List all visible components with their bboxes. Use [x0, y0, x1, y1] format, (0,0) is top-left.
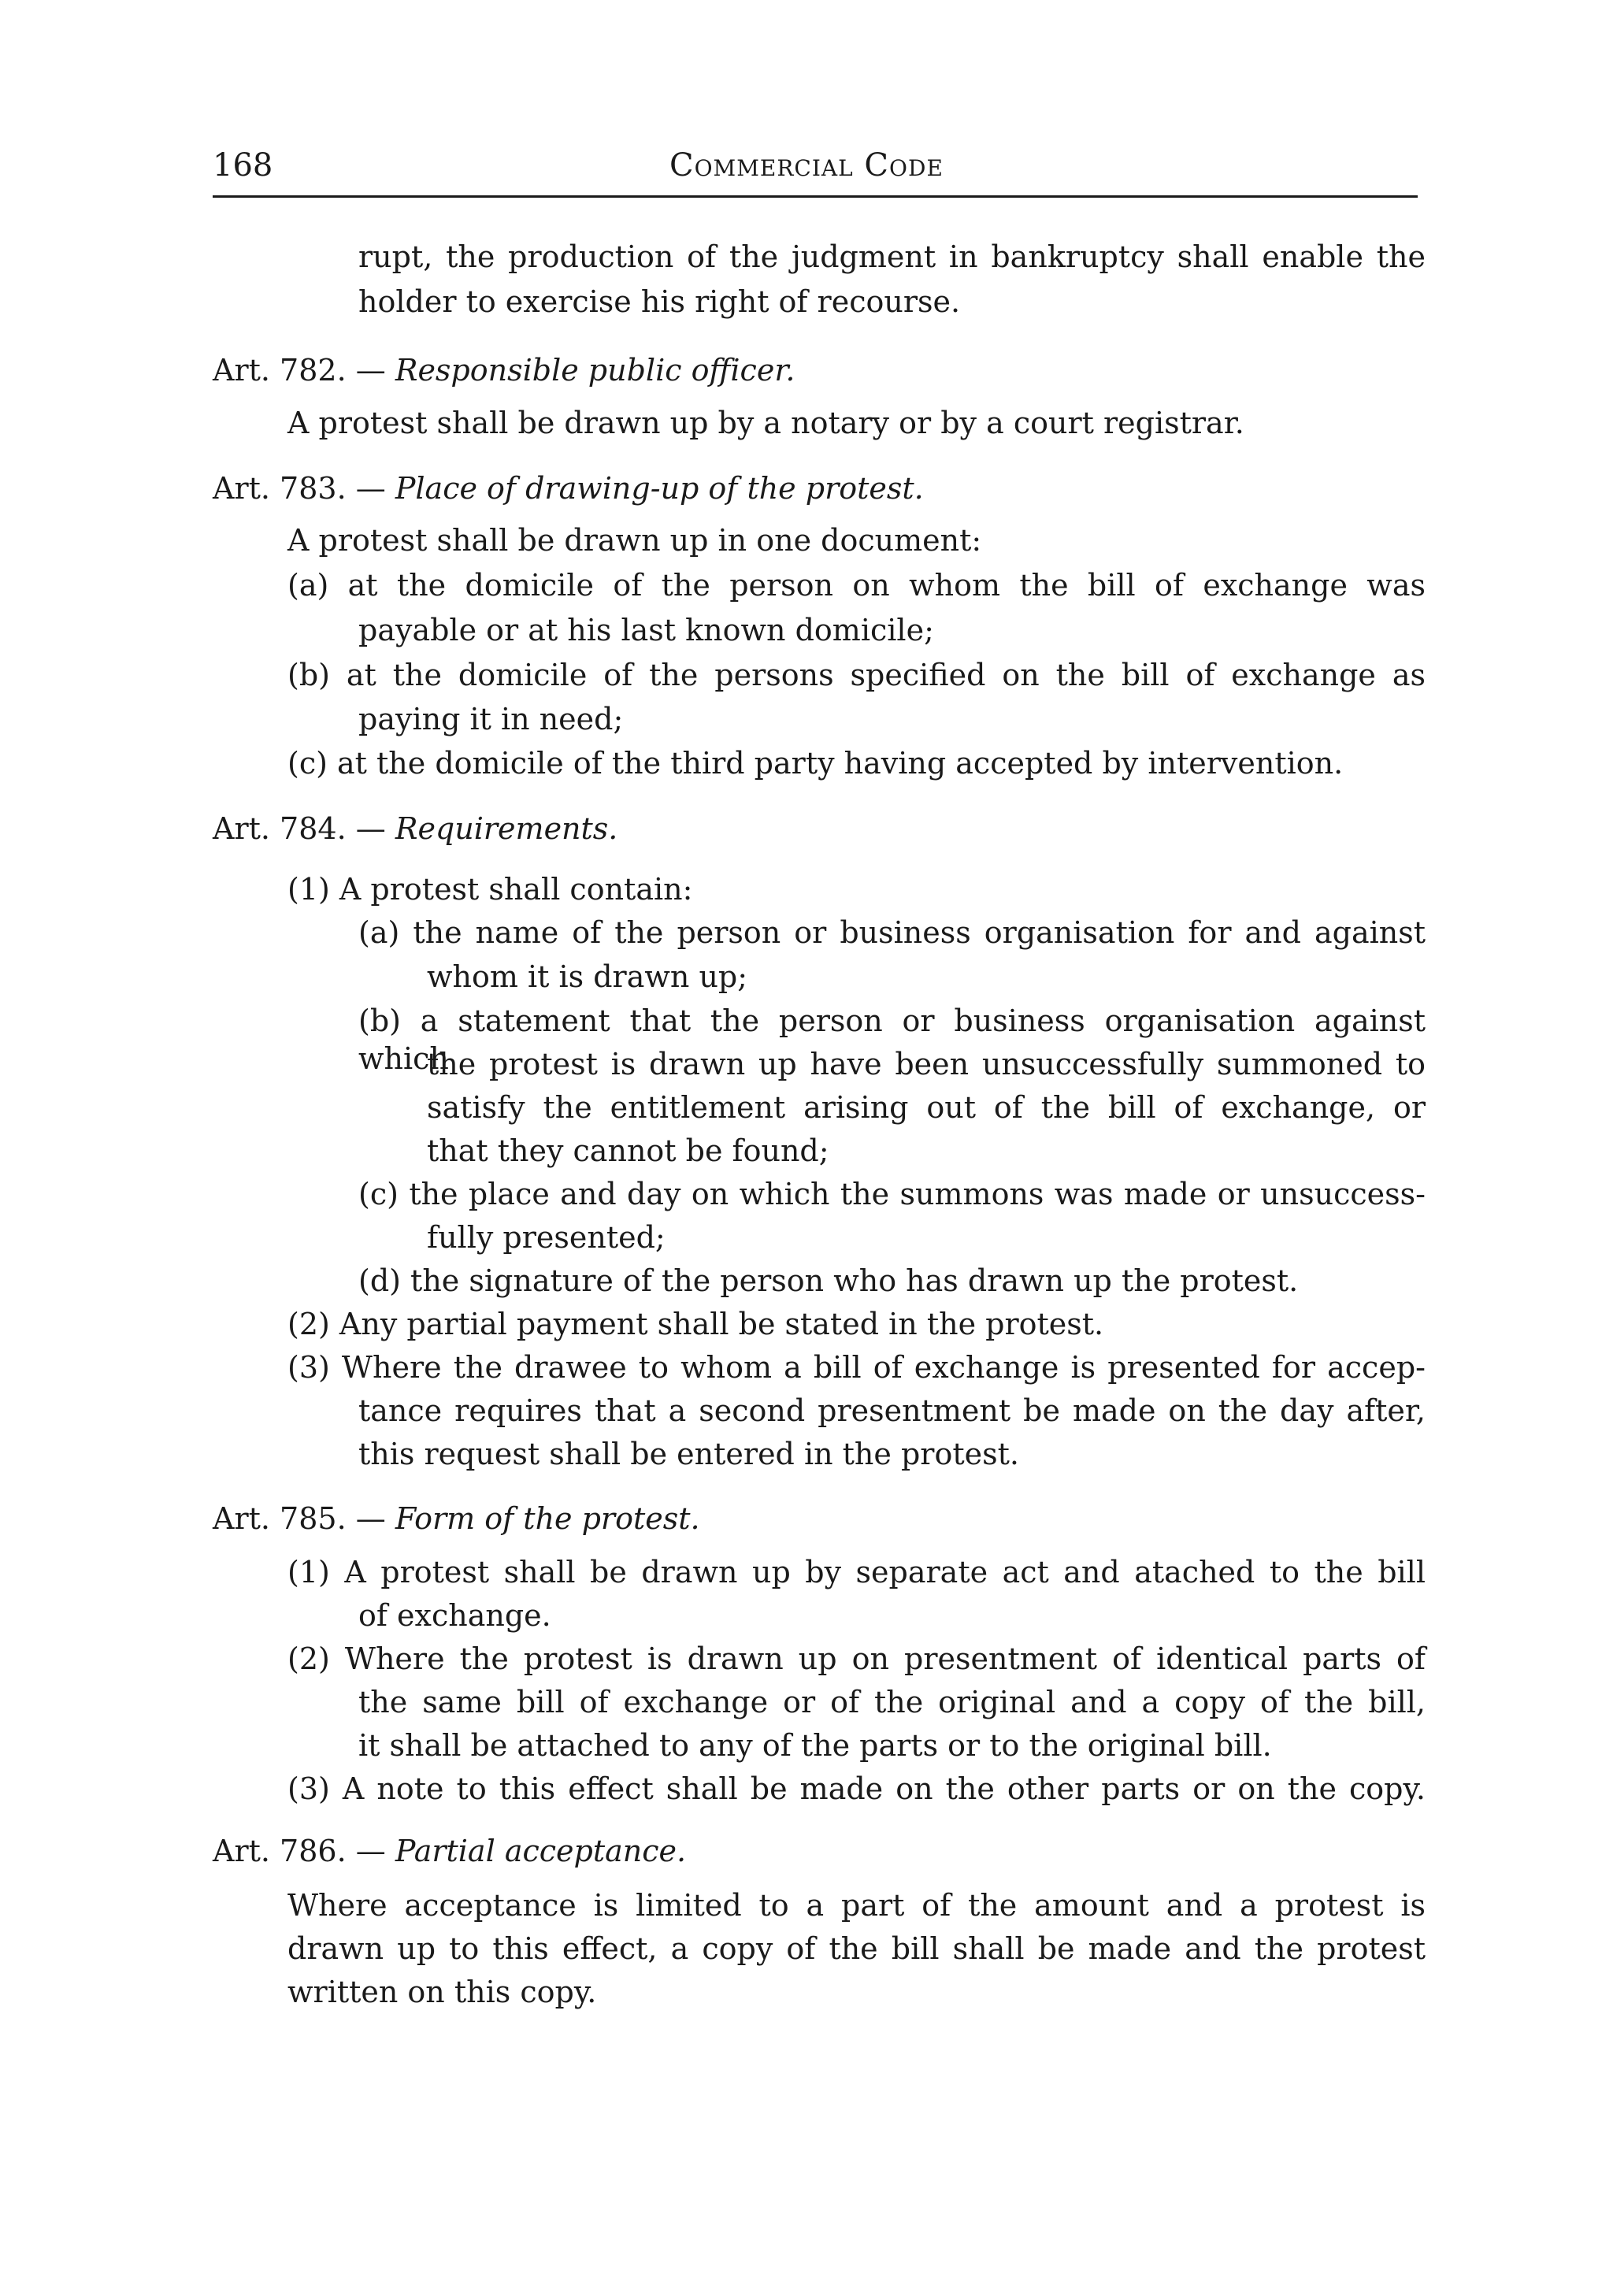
- header-rule: [213, 195, 1418, 198]
- list-item: it shall be attached to any of the parts or to the original bill.: [358, 1728, 1272, 1763]
- list-item: (d) the signature of the person who has drawn up the protest.: [358, 1263, 1299, 1298]
- list-item: paying it in need;: [358, 702, 624, 736]
- body-line: rupt, the production of the judgment in bankruptcy shall enable the: [358, 239, 1426, 274]
- list-item: payable or at his last known domicile;: [358, 613, 934, 647]
- article-number: Art. 785. —: [213, 1501, 386, 1536]
- list-item: (c) at the domicile of the third party having accepted by intervention.: [287, 746, 1344, 781]
- body-line: A protest shall be drawn up by a notary or by a court registrar.: [287, 406, 1244, 440]
- list-item: this request shall be entered in the protest.: [358, 1437, 1019, 1471]
- article-heading: [213, 351, 795, 389]
- list-item: (1) A protest shall contain:: [287, 872, 693, 907]
- article-number: Art. 783. —: [213, 471, 386, 506]
- article-heading: [213, 1500, 700, 1537]
- list-item: (1) A protest shall be drawn up by separate act and atached to the bill: [287, 1555, 1426, 1589]
- article-heading: [213, 810, 617, 848]
- list-item: (b) a statement that the person or business organisation against which: [358, 1003, 1426, 1076]
- page-number: 168: [213, 147, 273, 184]
- article-title: Requirements.: [395, 811, 618, 846]
- list-item: (3) Where the drawee to whom a bill of exchange is presented for accep-: [287, 1350, 1426, 1385]
- body-line: written on this copy.: [287, 1975, 597, 2009]
- list-item: that they cannot be found;: [427, 1133, 829, 1168]
- list-item: fully presented;: [427, 1220, 666, 1255]
- list-item: the protest is drawn up have been unsuccessfully summoned to: [427, 1047, 1426, 1081]
- list-item: (3) A note to this effect shall be made on the other parts or on the copy.: [287, 1771, 1426, 1806]
- article-title: Partial acceptance.: [395, 1834, 687, 1868]
- running-title: Commercial Code: [669, 147, 944, 184]
- list-item: (2) Where the protest is drawn up on presentment of identical parts of: [287, 1641, 1426, 1676]
- list-item: whom it is drawn up;: [427, 959, 748, 994]
- article-heading: [213, 1832, 686, 1870]
- article-heading: [213, 469, 924, 507]
- body-line: drawn up to this effect, a copy of the bill shall be made and the protest: [287, 1931, 1426, 1966]
- list-item: (a) the name of the person or business organisation for and against: [358, 915, 1426, 950]
- article-title: Responsible public officer.: [395, 353, 795, 388]
- body-line: A protest shall be drawn up in one document:: [287, 523, 982, 558]
- body-line: Where acceptance is limited to a part of the amount and a protest is: [287, 1888, 1426, 1923]
- list-item: (c) the place and day on which the summons was made or unsuccess-: [358, 1177, 1426, 1211]
- article-title: Place of drawing-up of the protest.: [395, 471, 924, 506]
- list-item: tance requires that a second presentment be made on the day after,: [358, 1393, 1426, 1428]
- article-number: Art. 782. —: [213, 353, 386, 388]
- article-number: Art. 784. —: [213, 811, 386, 846]
- list-item: (a) at the domicile of the person on whom the bill of exchange was: [287, 568, 1426, 603]
- body-line: holder to exercise his right of recourse.: [358, 284, 961, 319]
- list-item: satisfy the entitlement arising out of the bill of exchange, or: [427, 1090, 1426, 1125]
- list-item: (b) at the domicile of the persons specified on the bill of exchange as: [287, 658, 1426, 692]
- list-item: the same bill of exchange or of the original and a copy of the bill,: [358, 1685, 1426, 1719]
- list-item: of exchange.: [358, 1598, 551, 1633]
- list-item: (2) Any partial payment shall be stated in the protest.: [287, 1307, 1104, 1341]
- article-number: Art. 786. —: [213, 1834, 386, 1868]
- article-title: Form of the protest.: [395, 1501, 700, 1536]
